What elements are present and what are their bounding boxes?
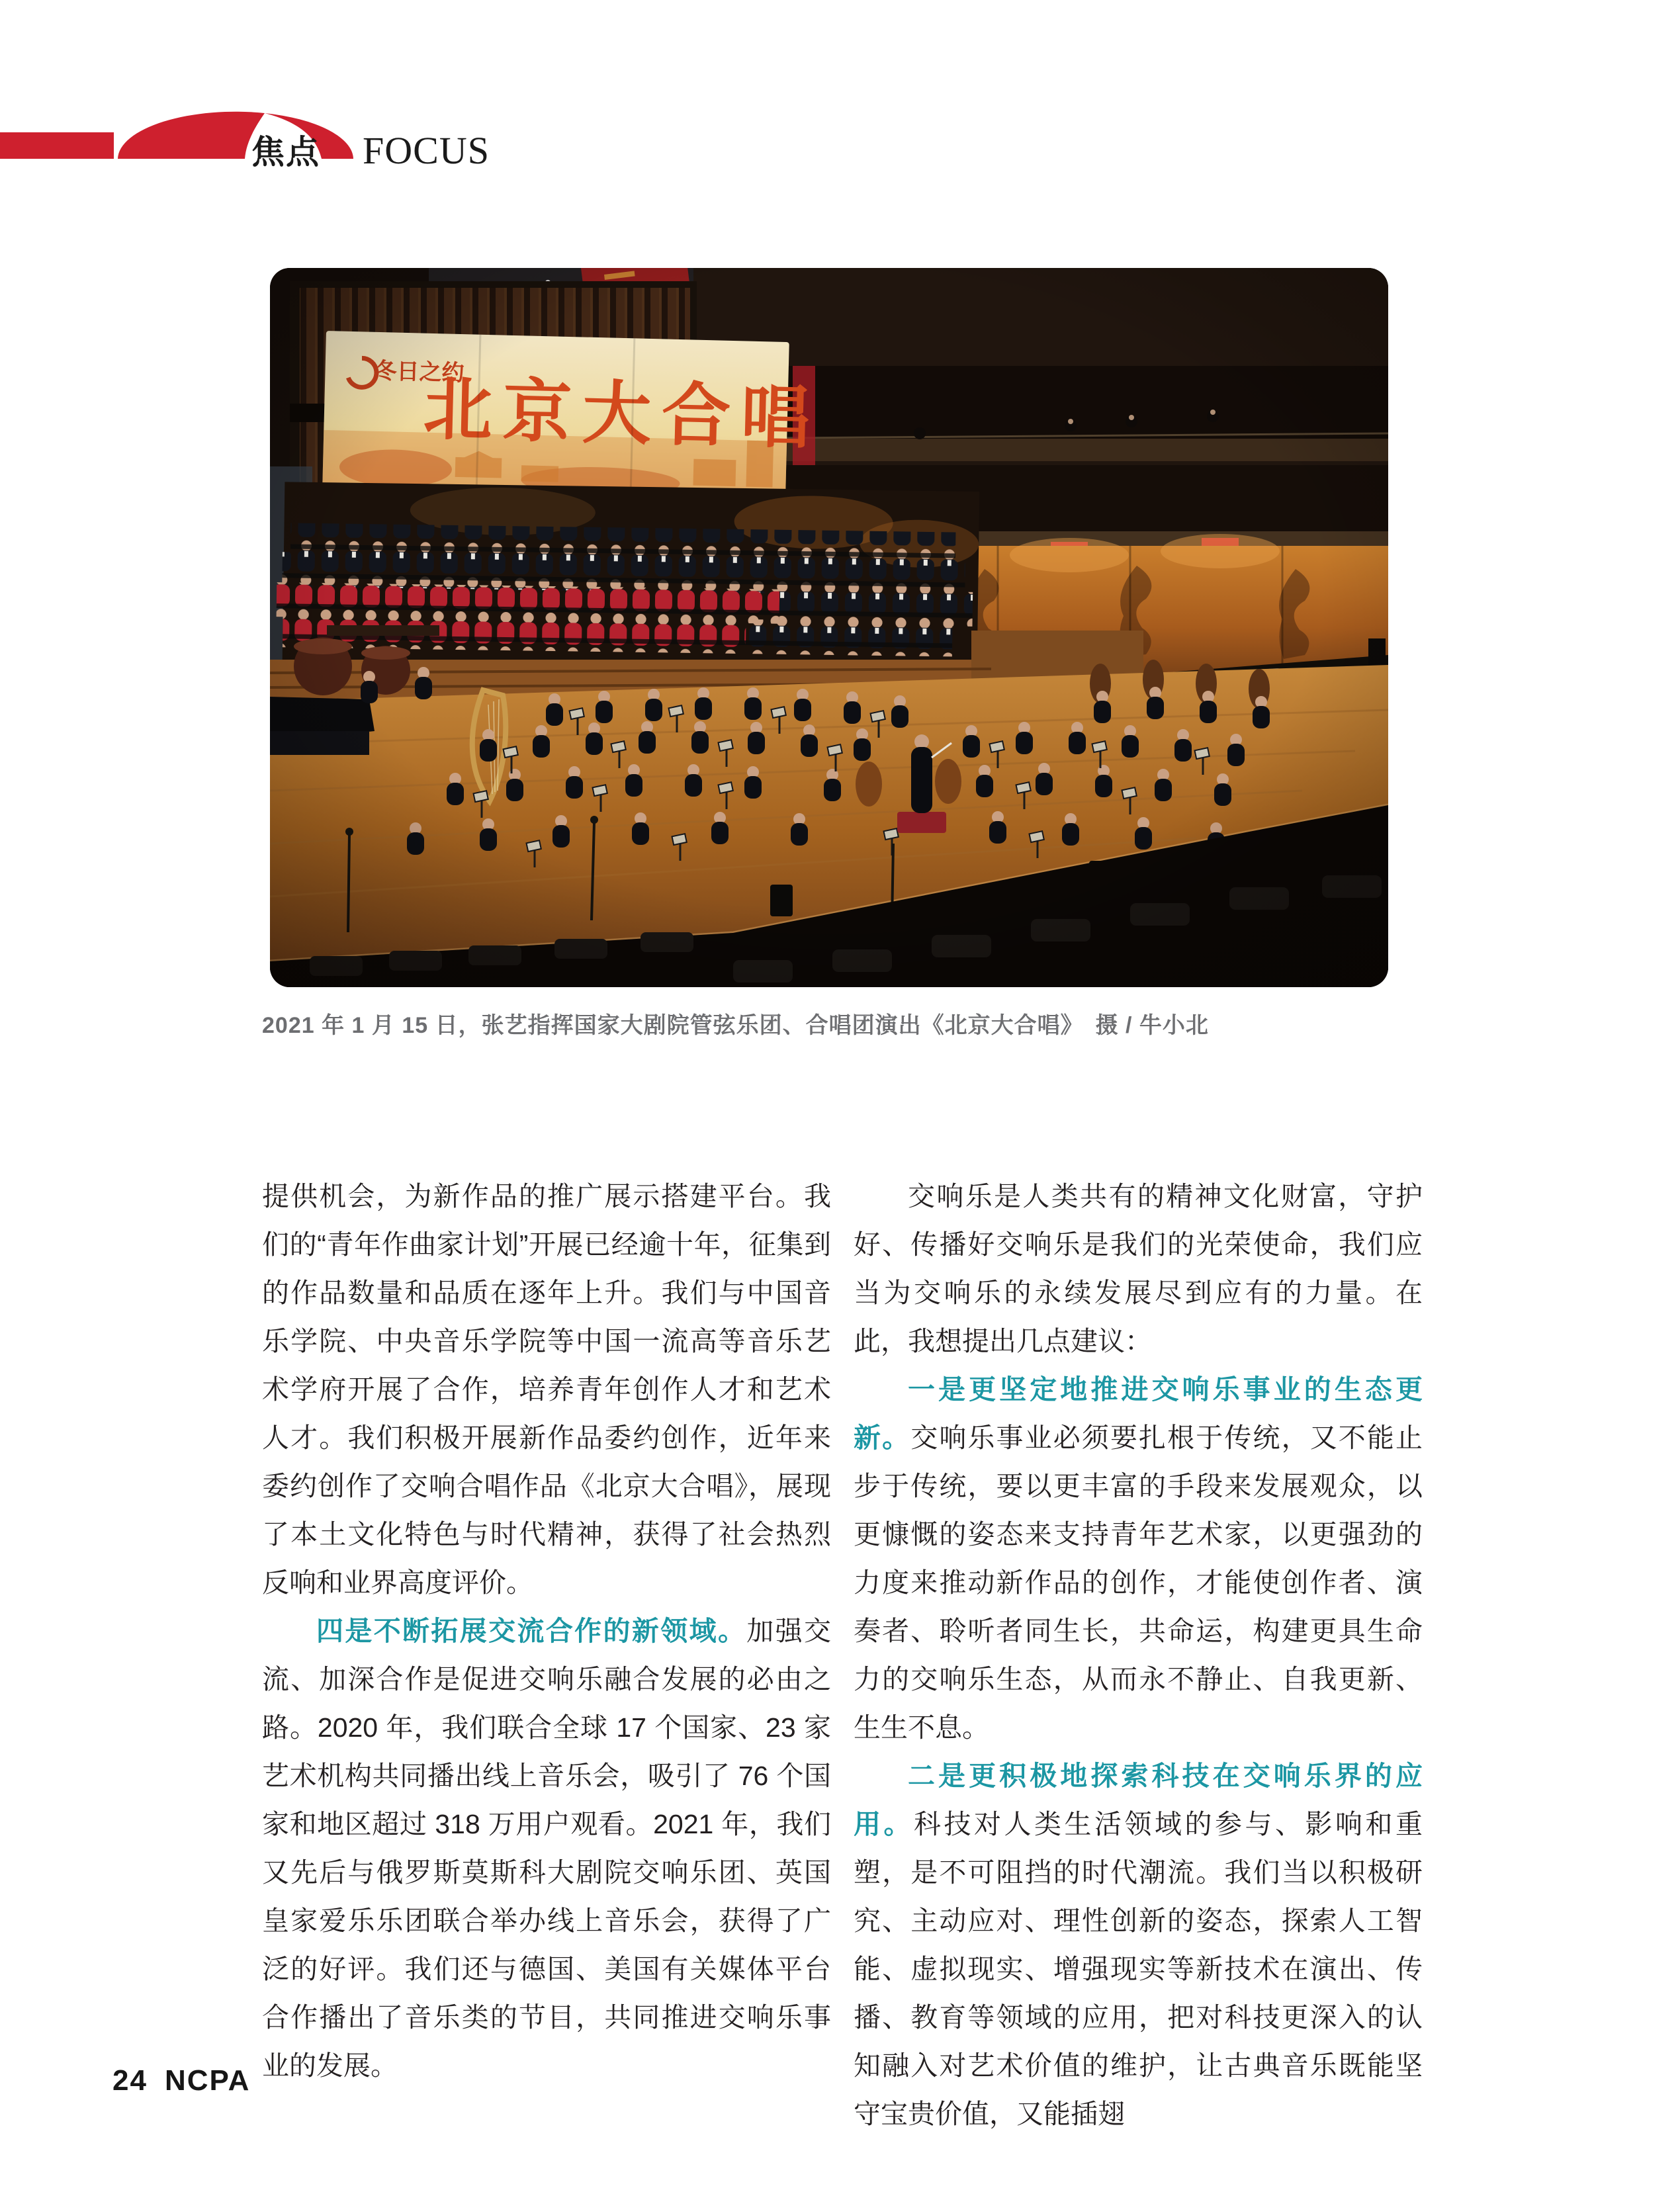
concert-photo-scene (270, 268, 1388, 987)
header-dome-shape (118, 112, 265, 159)
article-column-right (854, 1172, 1423, 2138)
body-text: 科技对人类生活领域的参与、影响和重塑，是不可阻挡的时代潮流。我们当以积极研究、主动应对、理性创新的姿态，探索人工智能、虚拟现实、增强现实等新技术在演出、传播、教育等领域的应用，把对科技更深入的认知融入对艺术价值的维护，让古典音乐既能坚守宝贵价值，又能插翅 (854, 1809, 1423, 2129)
page-footer (112, 2064, 267, 2097)
accent-heading: 二是更积极地探索科技在交响乐界的应用。 (854, 1761, 1423, 1839)
article-paragraph (262, 1172, 831, 1607)
accent-heading: 一是更坚定地推进交响乐事业的生态更新。 (854, 1374, 1423, 1453)
journal-name: NCPA (164, 2064, 251, 2097)
article-paragraph (854, 1752, 1423, 2138)
body-text: 交响乐事业必须要扎根于传统，又不能止步于传统，要以更丰富的手段来发展观众，以更慷慨的姿态来支持青年艺术家，以更强劲的力度来推动新作品的创作，才能使创作者、演奏者、聆听者同生长，共命运，构建更具生命力的交响乐生态，从而永不静止、自我更新、生生不息。 (854, 1422, 1423, 1743)
section-header (0, 0, 596, 185)
photo-vignette (270, 268, 1388, 987)
concert-photo (270, 268, 1388, 987)
article-paragraph (854, 1172, 1423, 1366)
photo-caption: 2021 年 1 月 15 日，张艺指挥国家大剧院管弦乐团、合唱团演出《北京大合唱》 摄 / 牛小北 (262, 1013, 1209, 1038)
body-text: 交响乐是人类共有的精神文化财富，守护好、传播好交响乐是我们的光荣使命，我们应当为交响乐的永续发展尽到应有的力量。在此，我想提出几点建议： (854, 1181, 1423, 1356)
body-text: 提供机会，为新作品的推广展示搭建平台。我们的“青年作曲家计划”开展已经逾十年，征集到的作品数量和品质在逐年上升。我们与中国音乐学院、中央音乐学院等中国一流高等音乐艺术学府开展了合作，培养青年创作人才和艺术人才。我们积极开展新作品委约创作，近年来委约创作了交响合唱作品《北京大合唱》，展现了本土文化特色与时代精神，获得了社会热烈反响和业界高度评价。 (262, 1181, 831, 1598)
body-text: 加强交流、加深合作是促进交响乐融合发展的必由之路。2020 年，我们联合全球 17 个国家、23 家艺术机构共同播出线上音乐会，吸引了 76 个国家和地区超过 318 万用户观看。2021 年，我们又先后与俄罗斯莫斯科大剧院交响乐团、英国皇家爱乐乐团联合举办线上音乐会，获得了广泛的好评。我们还与德国、美国有关媒体平台合作播出了音乐类的节目，共同推进交响乐事业的发展。 (262, 1616, 832, 2081)
focus-logo (0, 112, 490, 172)
accent-heading: 四是不断拓展交流合作的新领域。 (316, 1616, 747, 1646)
article-paragraph (262, 1607, 831, 2090)
header-red-bar (0, 132, 114, 159)
article-paragraph (854, 1366, 1423, 1752)
section-title-en: FOCUS (363, 129, 490, 172)
article-column-left (262, 1172, 831, 2090)
section-title-cn: 焦点 (251, 134, 320, 171)
page-number: 24 (112, 2064, 148, 2097)
